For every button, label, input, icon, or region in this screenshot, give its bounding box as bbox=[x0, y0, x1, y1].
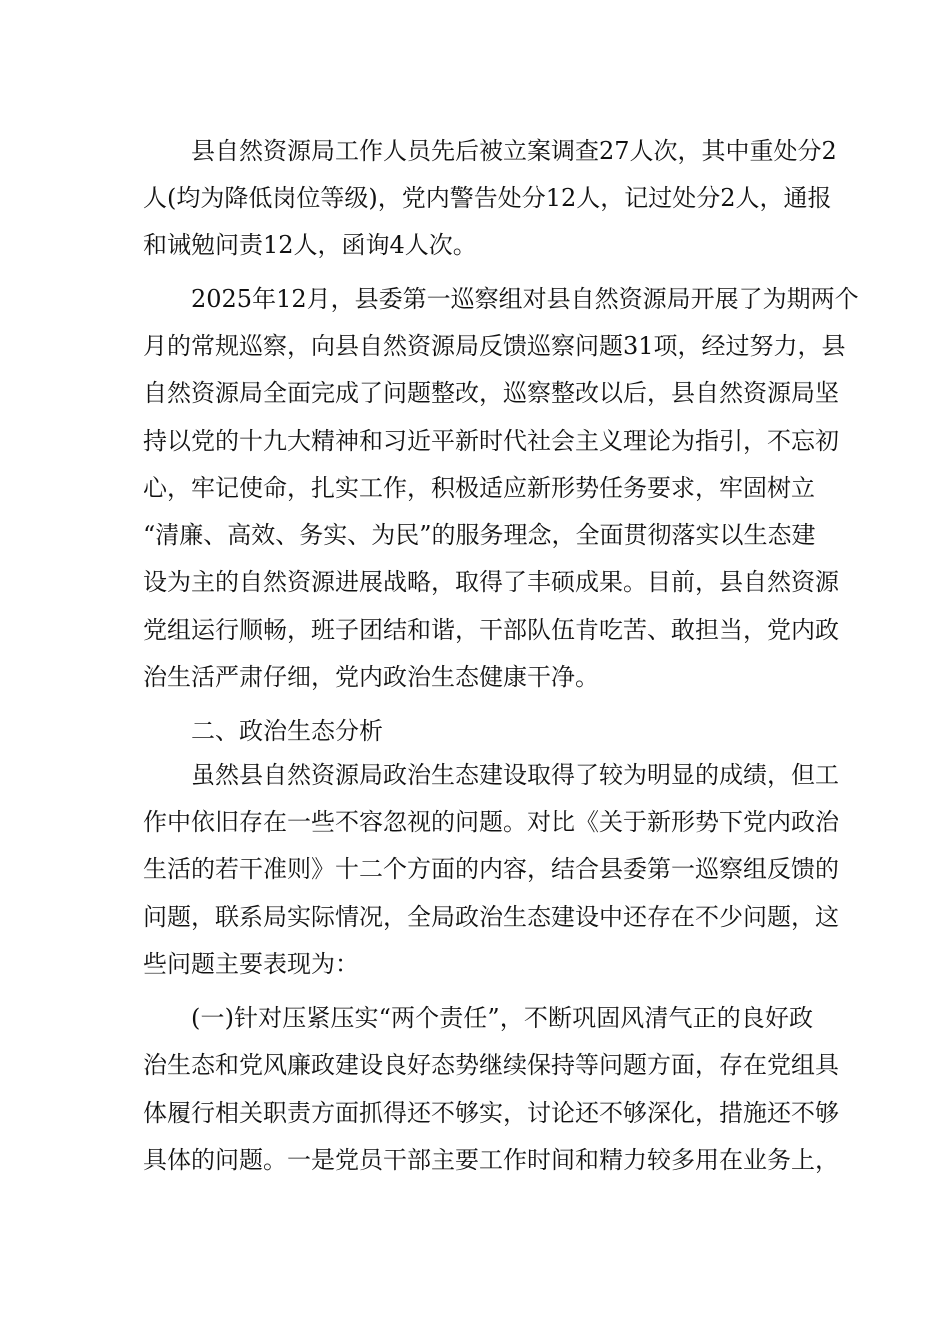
paragraph-2-line-2: 月的常规巡察，向县自然资源局反馈巡察问题31项，经过努力，县 bbox=[143, 332, 846, 360]
paragraph-4-line-3: 体履行相关职责方面抓得还不够实，讨论还不够深化，措施还不够 bbox=[143, 1099, 839, 1127]
paragraph-3-line-2: 作中依旧存在一些不容忽视的问题。对比《关于新形势下党内政治 bbox=[143, 808, 839, 836]
paragraph-4-line-1: (一)针对压紧压实“两个责任”，不断巩固风清气正的良好政 bbox=[191, 1004, 813, 1032]
section-heading: 二、政治生态分析 bbox=[191, 717, 383, 745]
paragraph-2-line-7: 设为主的自然资源进展战略，取得了丰硕成果。目前，县自然资源 bbox=[143, 568, 839, 596]
paragraph-4-line-2: 治生态和党风廉政建设良好态势继续保持等问题方面，存在党组具 bbox=[143, 1051, 839, 1079]
paragraph-2-line-8: 党组运行顺畅，班子团结和谐，干部队伍肯吃苦、敢担当，党内政 bbox=[143, 616, 839, 644]
paragraph-2-line-3: 自然资源局全面完成了问题整改，巡察整改以后，县自然资源局坚 bbox=[143, 379, 839, 407]
paragraph-2-line-4: 持以党的十九大精神和习近平新时代社会主义理论为指引，不忘初 bbox=[143, 427, 839, 455]
paragraph-4-line-4: 具体的问题。一是党员干部主要工作时间和精力较多用在业务上， bbox=[143, 1146, 839, 1174]
paragraph-3-line-1: 虽然县自然资源局政治生态建设取得了较为明显的成绩，但工 bbox=[191, 761, 839, 789]
paragraph-3-line-5: 些问题主要表现为： bbox=[143, 950, 359, 978]
paragraph-1-line-1: 县自然资源局工作人员先后被立案调查27人次，其中重处分2 bbox=[191, 137, 837, 165]
paragraph-2-line-1: 2025年12月，县委第一巡察组对县自然资源局开展了为期两个 bbox=[191, 285, 859, 313]
paragraph-1-line-3: 和诫勉问责12人，函询4人次。 bbox=[143, 231, 477, 259]
paragraph-3-line-4: 问题，联系局实际情况，全局政治生态建设中还存在不少问题，这 bbox=[143, 903, 839, 931]
paragraph-1-line-2: 人(均为降低岗位等级)，党内警告处分12人，记过处分2人，通报 bbox=[143, 184, 832, 212]
paragraph-2-line-9: 治生活严肃仔细，党内政治生态健康干净。 bbox=[143, 663, 599, 691]
paragraph-2-line-5: 心，牢记使命，扎实工作，积极适应新形势任务要求，牢固树立 bbox=[143, 474, 815, 502]
paragraph-2-line-6: “清廉、高效、务实、为民”的服务理念，全面贯彻落实以生态建 bbox=[143, 521, 816, 549]
paragraph-3-line-3: 生活的若干准则》十二个方面的内容，结合县委第一巡察组反馈的 bbox=[143, 855, 839, 883]
